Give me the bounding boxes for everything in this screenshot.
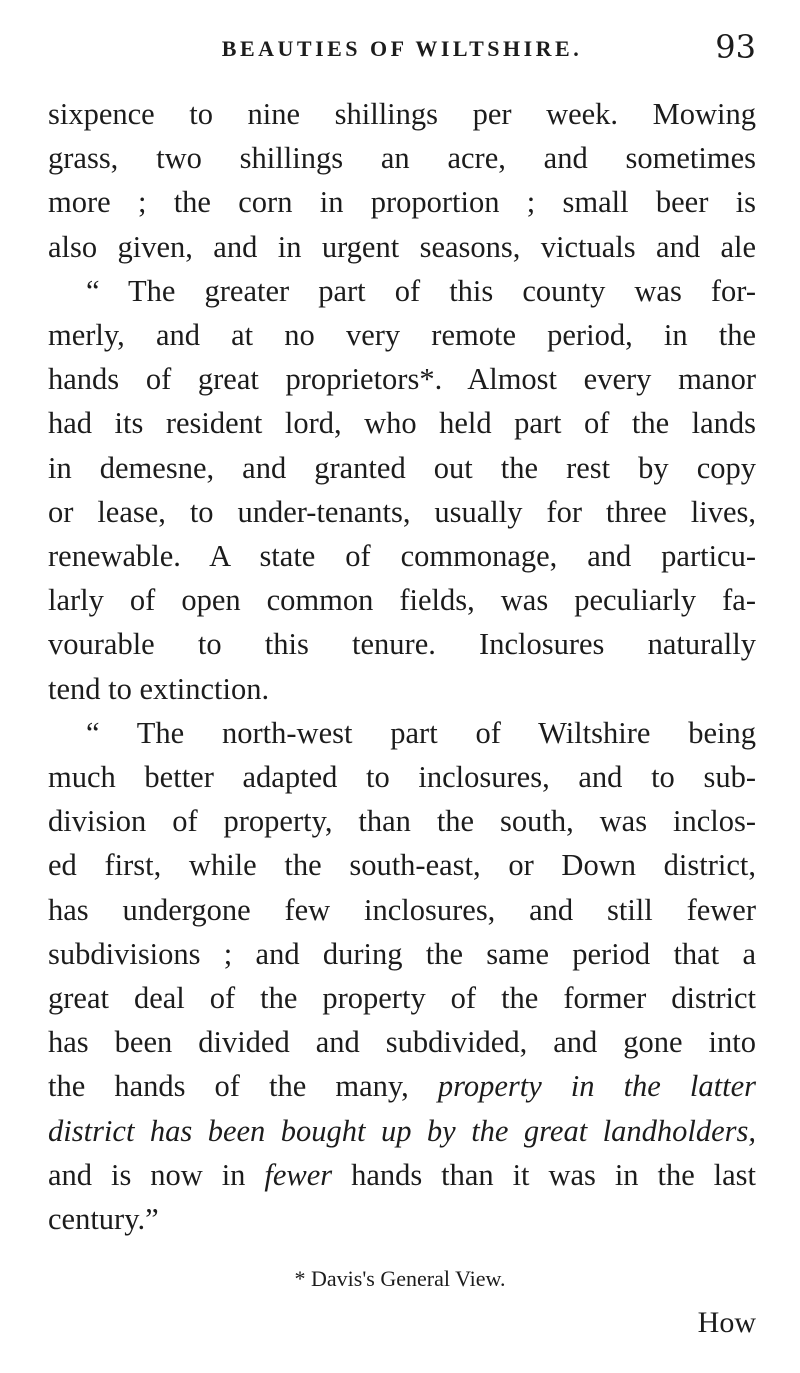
body-text bbox=[48, 92, 756, 1241]
text-line: renewable. A state of commonage, and particu- bbox=[48, 539, 756, 574]
text-line: in demesne, and granted out the rest by copy bbox=[48, 450, 756, 485]
text-line: has undergone few inclosures, and still fewer bbox=[48, 892, 756, 927]
running-head bbox=[48, 28, 756, 72]
text-line: also given, and in urgent seasons, victuals and ale bbox=[48, 229, 756, 264]
paragraph-end-line: century.” bbox=[48, 1202, 159, 1237]
text-line: had its resident lord, who held part of the lands bbox=[48, 406, 756, 441]
text-line: merly, and at no very remote period, in the bbox=[48, 318, 756, 353]
text-run: and is now in bbox=[48, 1157, 246, 1192]
text-line: grass, two shillings an acre, and sometimes bbox=[48, 141, 756, 176]
text-line: great deal of the property of the former district bbox=[48, 981, 756, 1016]
text-line: division of property, than the south, was inclos- bbox=[48, 804, 756, 839]
footnote: * Davis's General View. bbox=[294, 1266, 506, 1291]
text-run: the hands of the many, bbox=[48, 1069, 409, 1104]
catchword: How bbox=[697, 1306, 756, 1339]
italic-text-run: property in the latter bbox=[437, 1069, 756, 1104]
paragraph-start-line: “ The north-west part of Wiltshire being bbox=[86, 715, 756, 750]
text-line bbox=[48, 1153, 756, 1197]
paragraph-start-line: “ The greater part of this county was for- bbox=[86, 273, 756, 308]
text-line: ed first, while the south-east, or Down district, bbox=[48, 848, 756, 883]
text-line: has been divided and subdivided, and gone into bbox=[48, 1025, 756, 1060]
text-line: larly of open common fields, was peculiarly fa- bbox=[48, 583, 756, 618]
page-number: 93 bbox=[715, 28, 756, 66]
italic-text-run: fewer bbox=[264, 1157, 333, 1192]
text-run: hands than it was in the last bbox=[351, 1157, 757, 1192]
text-line: subdivisions ; and during the same period that a bbox=[48, 936, 756, 971]
text-line: hands of great proprietors*. Almost every manor bbox=[48, 362, 756, 397]
text-line: or lease, to under-tenants, usually for three lives, bbox=[48, 494, 756, 529]
text-line: vourable to this tenure. Inclosures naturally bbox=[48, 627, 756, 662]
italic-text-line: district has been bought up by the great landholders, bbox=[48, 1113, 756, 1148]
paragraph-end-line: tend to extinction. bbox=[48, 671, 270, 706]
text-line: more ; the corn in proportion ; small beer is bbox=[48, 185, 756, 220]
text-line: much better adapted to inclosures, and to sub- bbox=[48, 760, 756, 795]
running-title: BEAUTIES OF WILTSHIRE. bbox=[221, 36, 583, 61]
text-line bbox=[48, 1064, 756, 1108]
text-line: sixpence to nine shillings per week. Mowing bbox=[48, 97, 756, 131]
